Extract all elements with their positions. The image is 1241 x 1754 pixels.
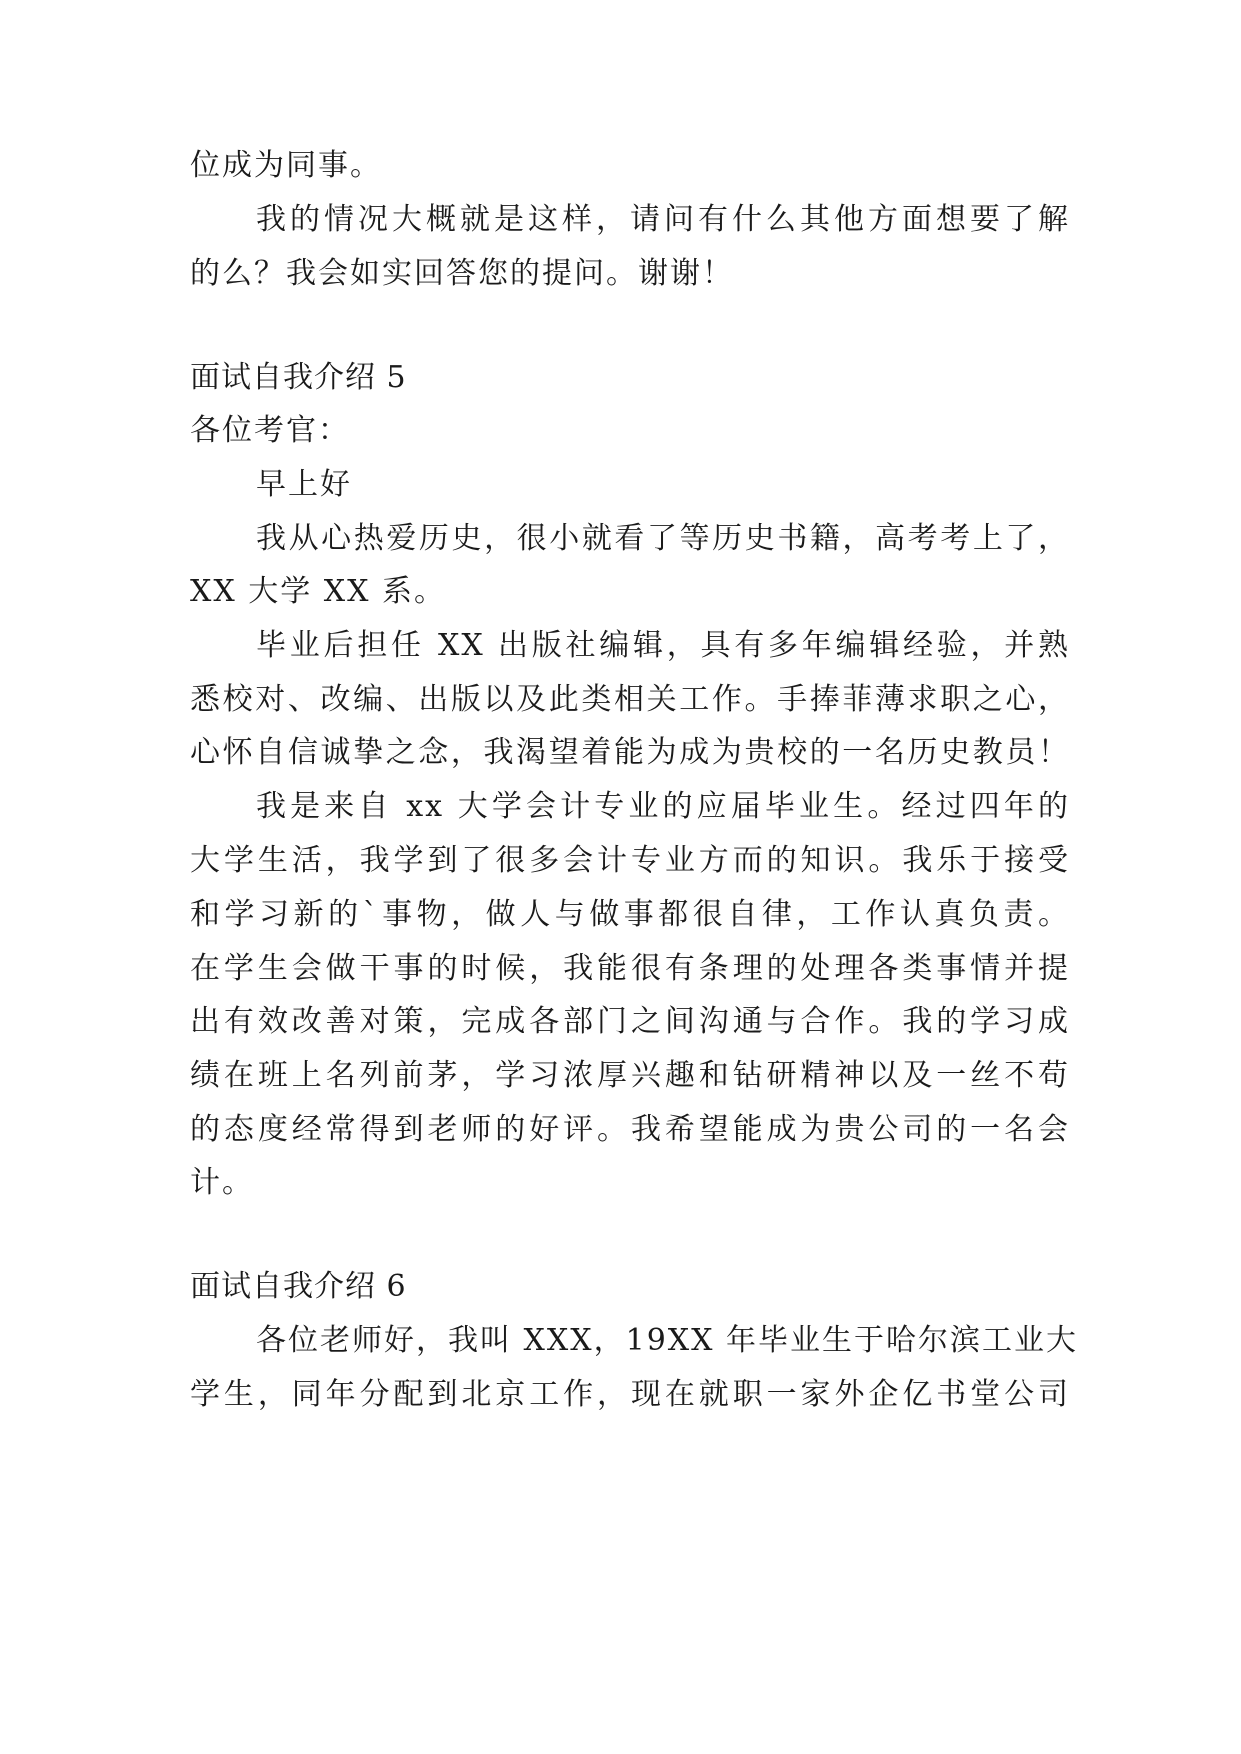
section-heading: 面试自我介绍 6 (190, 1269, 407, 1304)
text-line: 在学生会做干事的时候，我能很有条理的处理各类事情并提 (190, 951, 1070, 986)
text-line: XX 大学 XX 系。 (190, 574, 447, 609)
text-line: 毕业后担任 XX 出版社编辑，具有多年编辑经验，并熟 (256, 628, 1070, 663)
text-line: 的么？我会如实回答您的提问。谢谢！ (190, 256, 734, 291)
text-line: 位成为同事。 (190, 148, 382, 183)
section-heading: 面试自我介绍 5 (190, 360, 407, 395)
text-line: 各位老师好，我叫 XXX，19XX 年毕业生于哈尔滨工业大 (256, 1323, 1079, 1358)
greeting: 早上好 (256, 467, 352, 502)
text-line: 悉校对、改编、出版以及此类相关工作。手捧菲薄求职之心， (190, 682, 1070, 717)
text-line: 的态度经常得到老师的好评。我希望能成为贵公司的一名会 (190, 1112, 1070, 1147)
text-line: 心怀自信诚挚之念，我渴望着能为成为贵校的一名历史教员！ (190, 735, 1070, 770)
text-line: 出有效改善对策，完成各部门之间沟通与合作。我的学习成 (190, 1004, 1070, 1039)
text-line: 我的情况大概就是这样，请问有什么其他方面想要了解 (256, 202, 1070, 237)
text-line: 我从心热爱历史，很小就看了等历史书籍，高考考上了， (256, 521, 1070, 556)
text-line: 学生，同年分配到北京工作，现在就职一家外企亿书堂公司 (190, 1377, 1070, 1412)
text-line: 和学习新的`事物，做人与做事都很自律，工作认真负责。 (190, 897, 1070, 932)
text-line: 大学生活，我学到了很多会计专业方而的知识。我乐于接受 (190, 843, 1070, 878)
text-line: 我是来自 xx 大学会计专业的应届毕业生。经过四年的 (256, 789, 1070, 824)
text-line: 绩在班上名列前茅，学习浓厚兴趣和钻研精神以及一丝不苟 (190, 1058, 1070, 1093)
text-line: 计。 (190, 1165, 254, 1200)
salutation: 各位考官： (190, 413, 350, 448)
